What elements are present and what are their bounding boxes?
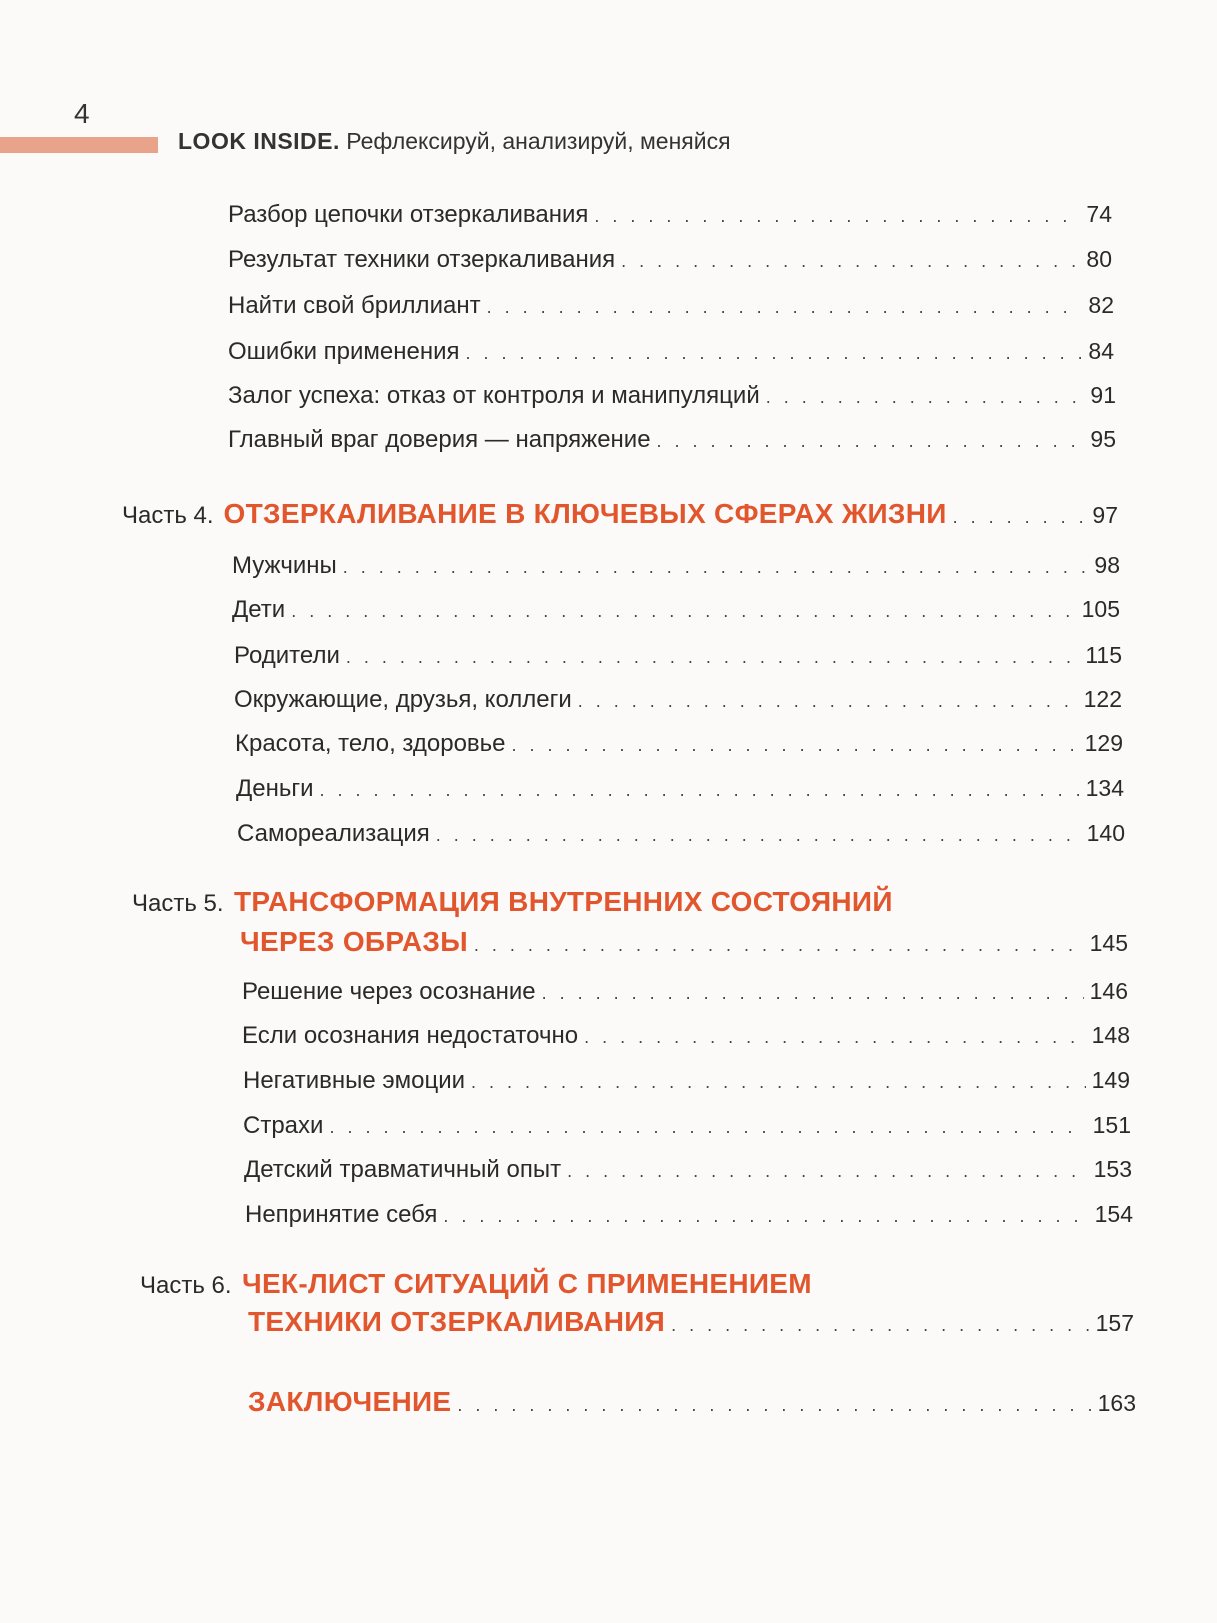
toc-entry-title: Красота, тело, здоровье	[235, 730, 506, 757]
header-accent-bar	[0, 137, 158, 153]
toc-entry-title: Непринятие себя	[245, 1201, 438, 1228]
leader-dots	[542, 978, 1084, 1008]
leader-dots	[512, 730, 1079, 760]
leader-dots	[578, 686, 1078, 716]
leader-dots	[291, 596, 1075, 626]
part-label: Часть 6.	[140, 1272, 232, 1299]
leader-dots	[594, 201, 1080, 231]
leader-dots	[567, 1156, 1088, 1186]
leader-dots	[443, 1201, 1088, 1231]
toc-entry[interactable]	[232, 594, 1120, 626]
leader-dots	[953, 507, 1087, 528]
toc-entry-page: 153	[1093, 1156, 1132, 1182]
part-title-line1: ТРАНСФОРМАЦИЯ ВНУТРЕННИХ СОСТОЯНИЙ	[233, 886, 893, 917]
running-head	[178, 128, 731, 155]
conclusion-title: ЗАКЛЮЧЕНИЕ	[248, 1386, 452, 1417]
toc-entry[interactable]	[228, 424, 1116, 456]
toc-entry-title: Родители	[234, 642, 340, 669]
toc-entry[interactable]	[228, 244, 1112, 276]
toc-entry-title: Страхи	[243, 1112, 324, 1139]
part-page: 97	[1092, 502, 1118, 528]
toc-entry-title: Решение через осознание	[242, 978, 536, 1005]
toc-entry-title: Мужчины	[232, 552, 337, 579]
toc-entry-page: 140	[1086, 820, 1125, 846]
part-title-line2: ТЕХНИКИ ОТЗЕРКАЛИВАНИЯ	[248, 1306, 666, 1337]
toc-entry[interactable]	[228, 290, 1114, 322]
part-page: 145	[1089, 930, 1128, 956]
toc-entry[interactable]	[244, 1154, 1132, 1186]
toc-entry[interactable]	[237, 818, 1125, 850]
page-number: 4	[74, 98, 90, 129]
toc-entry-title: Главный враг доверия — напряжение	[228, 426, 651, 453]
toc-entry-page: 146	[1089, 978, 1128, 1004]
leader-dots	[436, 820, 1081, 850]
toc-entry[interactable]	[243, 1110, 1131, 1142]
toc-entry-title: Результат техники отзеркаливания	[228, 246, 616, 273]
toc-entry-title: Детский травматичный опыт	[244, 1156, 562, 1183]
toc-entry-page: 149	[1091, 1067, 1130, 1093]
toc-entry-page: 148	[1091, 1022, 1130, 1048]
toc-entry-title: Залог успеха: отказ от контроля и манипуляций	[228, 382, 760, 409]
part-heading-6[interactable]	[140, 1268, 812, 1300]
toc-entry-page: 80	[1086, 246, 1112, 272]
leader-dots	[487, 292, 1083, 322]
toc-entry[interactable]	[245, 1199, 1133, 1231]
toc-entry-page: 84	[1088, 338, 1114, 364]
part-title-line2: ЧЕРЕЗ ОБРАЗЫ	[240, 926, 468, 957]
toc-entry-title: Окружающие, друзья, коллеги	[234, 686, 572, 713]
toc-entry-page: 82	[1088, 292, 1114, 318]
toc-entry-page: 74	[1086, 201, 1112, 227]
leader-dots	[621, 246, 1080, 276]
toc-entry[interactable]	[235, 728, 1123, 760]
part-page: 157	[1095, 1310, 1134, 1336]
toc-entry-title: Дети	[232, 596, 286, 623]
part-title-line1: ЧЕК-ЛИСТ СИТУАЦИЙ С ПРИМЕНЕНИЕМ	[241, 1268, 812, 1299]
toc-entry-page: 98	[1094, 552, 1120, 578]
part-heading-5-continued[interactable]	[240, 926, 1128, 958]
leader-dots	[671, 1315, 1090, 1336]
conclusion-page: 163	[1097, 1390, 1136, 1416]
toc-entry[interactable]	[228, 336, 1114, 368]
leader-dots	[329, 1112, 1086, 1142]
leader-dots	[584, 1022, 1086, 1052]
toc-entry[interactable]	[228, 380, 1116, 412]
toc-entry-title: Разбор цепочки отзеркаливания	[228, 201, 589, 228]
toc-entry-title: Деньги	[236, 775, 314, 802]
toc-entry-page: 105	[1081, 596, 1120, 622]
toc-entry-title: Негативные эмоции	[243, 1067, 466, 1094]
part-heading-4[interactable]	[122, 498, 1118, 530]
toc-entry-page: 154	[1094, 1201, 1133, 1227]
toc-entry[interactable]	[236, 773, 1124, 805]
leader-dots	[766, 382, 1085, 412]
leader-dots	[457, 1395, 1091, 1416]
toc-entry-title: Самореализация	[237, 820, 430, 847]
toc-entry-page: 134	[1085, 775, 1124, 801]
toc-entry[interactable]	[234, 684, 1122, 716]
toc-entry-page: 122	[1083, 686, 1122, 712]
toc-entry-page: 115	[1085, 642, 1122, 668]
toc-entry-title: Найти свой бриллиант	[228, 292, 481, 319]
toc-entry[interactable]	[243, 1065, 1130, 1097]
toc-entry-title: Ошибки применения	[228, 338, 460, 365]
toc-entry-page: 91	[1090, 382, 1116, 408]
part-label: Часть 4.	[122, 502, 214, 529]
toc-entry[interactable]	[228, 199, 1112, 231]
leader-dots	[657, 426, 1085, 456]
running-head-subtitle: Рефлексируй, анализируй, меняйся	[346, 128, 731, 154]
running-head-brand: LOOK INSIDE.	[178, 128, 340, 154]
toc-entry[interactable]	[234, 640, 1122, 672]
part-heading-5[interactable]	[132, 886, 893, 918]
toc-entry[interactable]	[232, 550, 1120, 582]
leader-dots	[343, 552, 1089, 582]
toc-entry[interactable]	[242, 976, 1128, 1008]
part-heading-6-continued[interactable]	[248, 1306, 1134, 1338]
toc-entry-page: 151	[1092, 1112, 1131, 1138]
leader-dots	[471, 1067, 1086, 1097]
part-title: ОТЗЕРКАЛИВАНИЕ В КЛЮЧЕВЫХ СФЕРАХ ЖИЗНИ	[223, 498, 947, 529]
leader-dots	[466, 338, 1083, 368]
toc-entry[interactable]	[242, 1020, 1130, 1052]
toc-entry-page: 95	[1090, 426, 1116, 452]
leader-dots	[320, 775, 1080, 805]
toc-entry-title: Если осознания недостаточно	[242, 1022, 579, 1049]
toc-entry-page: 129	[1084, 730, 1123, 756]
leader-dots	[346, 642, 1079, 672]
conclusion-heading[interactable]	[248, 1386, 1136, 1418]
leader-dots	[474, 935, 1084, 956]
part-label: Часть 5.	[132, 890, 224, 917]
